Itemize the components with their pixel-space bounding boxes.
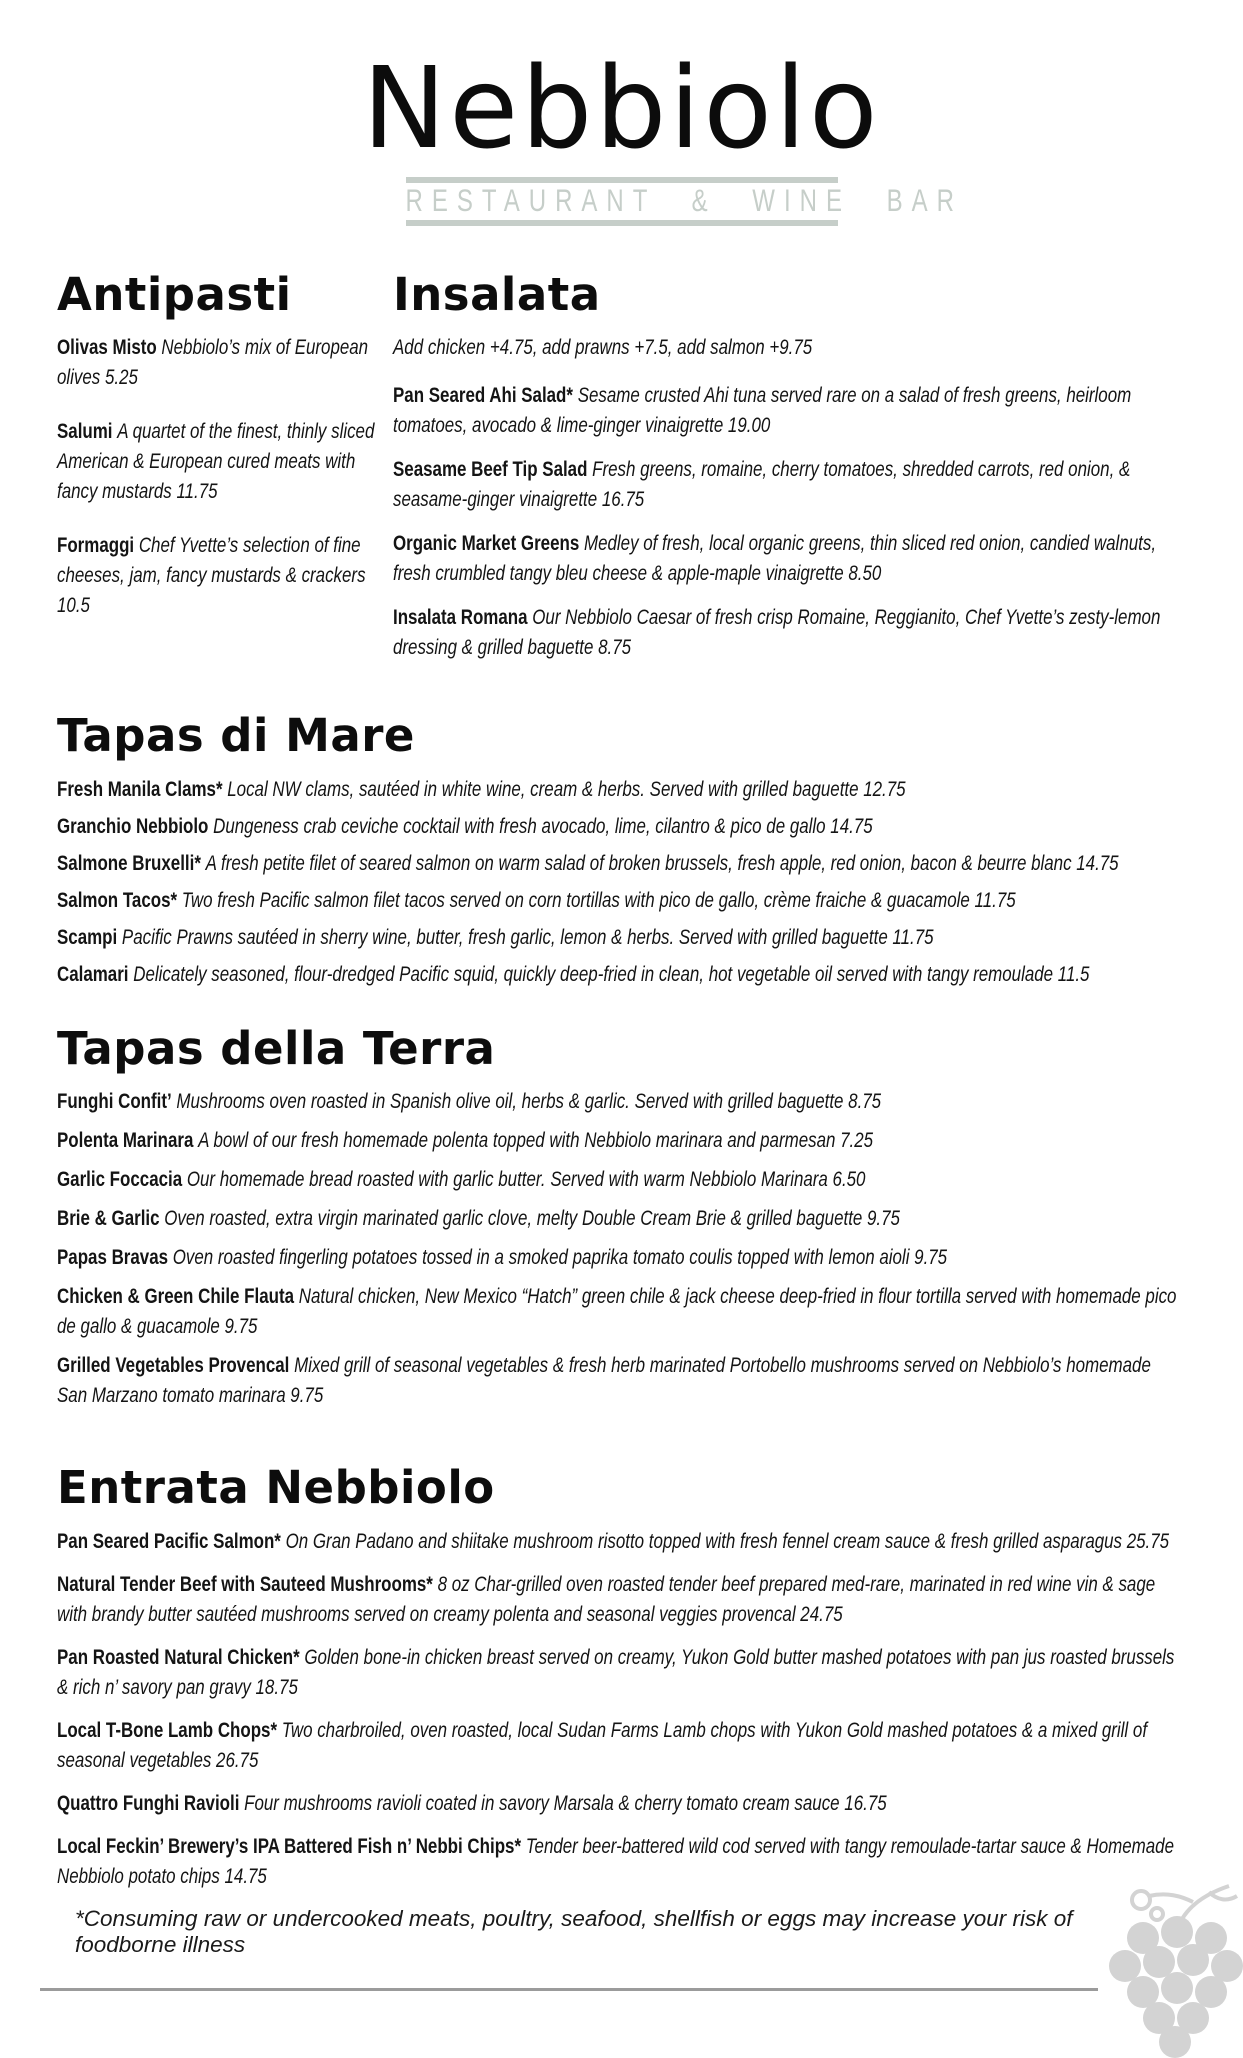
item-name: Quattro Funghi Ravioli: [57, 1791, 240, 1815]
item-name: Grilled Vegetables Provencal: [57, 1354, 290, 1378]
item-description: 8 oz Char-grilled oven roasted tender beef prepared med-rare, marinated in red wine vin & sage with brandy butter sautéed mushrooms served on creamy polenta and seasonal veggies provencal 24.75: [57, 1572, 1156, 1626]
section-title-tapas-della-terra: Tapas della Terra: [57, 1021, 496, 1075]
item-name: Calamari: [57, 962, 129, 986]
menu-item: [57, 849, 1185, 879]
menu-item: [57, 1126, 1185, 1156]
item-name: Brie & Garlic: [57, 1207, 160, 1231]
menu-header: [57, 44, 1186, 226]
item-name: Local T-Bone Lamb Chops*: [57, 1718, 278, 1742]
item-name: Chicken & Green Chile Flauta: [57, 1285, 295, 1309]
item-description: Chef Yvette’s selection of fine cheeses, jam, fancy mustards & crackers 10.5: [57, 534, 366, 618]
tapas-di-mare-items: [57, 775, 1185, 990]
item-name: Pan Roasted Natural Chicken*: [57, 1645, 300, 1669]
item-description: Our Nebbiolo Caesar of fresh crisp Romaine, Reggianito, Chef Yvette’s zesty-lemon dressing & grilled baguette 8.75: [393, 606, 1161, 660]
item-name: Granchio Nebbiolo: [57, 814, 209, 838]
item-description: A quartet of the finest, thinly sliced American & European cured meats with fancy mustards 11.75: [57, 420, 375, 504]
item-description: Fresh greens, romaine, cherry tomatoes, shredded carrots, red onion, & seasame-ginger vinaigrette 16.75: [393, 458, 1131, 512]
item-description: Oven roasted fingerling potatoes tossed in a smoked paprika tomato coulis topped with lemon aioli 9.75: [172, 1246, 948, 1270]
menu-item: [57, 531, 393, 621]
item-name: Natural Tender Beef with Sauteed Mushrooms*: [57, 1572, 433, 1596]
item-description: Nebbiolo’s mix of European olives 5.25: [57, 336, 369, 390]
item-name: Salmon Tacos*: [57, 888, 178, 912]
menu-item: [393, 603, 1186, 663]
item-name: Polenta Marinara: [57, 1129, 194, 1153]
item-name: Seasame Beef Tip Salad: [393, 458, 588, 482]
menu-item: [57, 1243, 1185, 1273]
menu-item: [57, 1643, 1185, 1703]
menu-item: [57, 1789, 1185, 1819]
antipasti-items: [57, 333, 393, 621]
item-description: Natural chicken, New Mexico “Hatch” green chile & jack cheese deep-fried in flour tortilla served with homemade pico de gallo & guacamole 9.75: [57, 1285, 1177, 1339]
item-name: Funghi Confit’: [57, 1090, 172, 1114]
item-name: Pan Seared Ahi Salad*: [393, 384, 573, 408]
restaurant-logo: Nebbiolo: [362, 44, 881, 174]
entrata-items: [57, 1527, 1185, 1892]
item-name: Organic Market Greens: [393, 532, 580, 556]
item-description: Two charbroiled, oven roasted, local Sudan Farms Lamb chops with Yukon Gold mashed potatoes & a mixed grill of seasonal vegetables 26.75: [57, 1718, 1148, 1772]
insalata-items: [393, 333, 1186, 663]
item-description: Tender beer-battered wild cod served with tangy remoulade-tartar sauce & Homemade Nebbiolo potato chips 14.75: [57, 1834, 1174, 1888]
section-insalata: [393, 267, 1186, 678]
menu-item: [57, 1832, 1185, 1892]
item-description: A bowl of our fresh homemade polenta topped with Nebbiolo marinara and parmesan 7.25: [198, 1129, 874, 1153]
item-description: On Gran Padano and shiitake mushroom risotto topped with fresh fennel cream sauce & fresh grilled asparagus 25.75: [285, 1529, 1170, 1553]
item-description: Mushrooms oven roasted in Spanish olive oil, herbs & garlic. Served with grilled baguette 8.75: [176, 1090, 882, 1114]
item-description: Dungeness crab ceviche cocktail with fresh avocado, lime, cilantro & pico de gallo 14.75: [213, 814, 873, 838]
insalata-note: Add chicken +4.75, add prawns +7.5, add salmon +9.75: [393, 336, 813, 360]
grapes-icon: [1089, 1876, 1243, 2058]
item-name: Scampi: [57, 925, 118, 949]
section-entrata-nebbiolo: [57, 1463, 1186, 1892]
item-description: A fresh petite filet of seared salmon on warm salad of broken brussels, fresh apple, red onion, bacon & beurre blanc 14.75: [205, 851, 1119, 875]
menu-item: [57, 1087, 1185, 1117]
item-name: Garlic Foccacia: [57, 1168, 183, 1192]
footer-divider: [40, 1988, 1098, 1991]
menu-item: [57, 1527, 1185, 1557]
menu-item: [393, 381, 1186, 441]
section-title-insalata: Insalata: [393, 267, 601, 321]
item-name: Olivas Misto: [57, 336, 157, 360]
item-description: Mixed grill of seasonal vegetables & fresh herb marinated Portobello mushrooms served on Nebbiolo’s homemade San Marzano tomato marinara 9.75: [57, 1354, 1151, 1408]
section-title-antipasti: Antipasti: [57, 267, 292, 321]
item-description: Oven roasted, extra virgin marinated garlic clove, melty Double Cream Brie & grilled baguette 9.75: [164, 1207, 900, 1231]
item-description: Sesame crusted Ahi tuna served rare on a salad of fresh greens, heirloom tomatoes, avocado & lime-ginger vinaigrette 19.00: [393, 384, 1132, 438]
item-description: Local NW clams, sautéed in white wine, cream & herbs. Served with grilled baguette 12.75: [227, 777, 906, 801]
section-antipasti: [57, 267, 393, 678]
section-tapas-della-terra: [57, 1021, 1186, 1412]
tapas-della-terra-items: [57, 1087, 1185, 1411]
item-description: Two fresh Pacific salmon filet tacos served on corn tortillas with pico de gallo, crème fraiche & guacamole 11.75: [181, 888, 1016, 912]
item-name: Salumi: [57, 420, 113, 444]
section-title-tapas-di-mare: Tapas di Mare: [57, 709, 415, 763]
item-description: Four mushrooms ravioli coated in savory Marsala & cherry tomato cream sauce 16.75: [244, 1791, 887, 1815]
section-title-entrata-nebbiolo: Entrata Nebbiolo: [57, 1461, 495, 1515]
item-name: Fresh Manila Clams*: [57, 777, 223, 801]
menu-item: [57, 886, 1185, 916]
menu-item: [57, 333, 393, 393]
item-name: Salmone Bruxelli*: [57, 851, 201, 875]
tagline-bar: [405, 177, 963, 226]
columns-block: [57, 267, 1186, 678]
menu-item: [57, 923, 1185, 953]
menu-item: [57, 1204, 1185, 1234]
menu-item: [57, 960, 1185, 990]
menu-item: [57, 417, 393, 507]
item-name: Formaggi: [57, 534, 135, 558]
tagline-text: RESTAURANT & WINE BAR: [405, 183, 963, 219]
menu-item: [57, 1716, 1185, 1776]
menu-item: [57, 1570, 1185, 1630]
item-description: Delicately seasoned, flour-dredged Pacific squid, quickly deep-fried in clean, hot vegetable oil served with tangy remoulade 11.5: [133, 962, 1090, 986]
item-name: Papas Bravas: [57, 1246, 169, 1270]
item-name: Local Feckin’ Brewery’s IPA Battered Fish n’ Nebbi Chips*: [57, 1834, 522, 1858]
menu-item: [57, 1165, 1185, 1195]
menu-item: [57, 775, 1185, 805]
menu-item: [57, 1282, 1185, 1342]
item-description: Pacific Prawns sautéed in sherry wine, butter, fresh garlic, lemon & herbs. Served with grilled baguette 11.75: [121, 925, 934, 949]
menu-item: [393, 529, 1186, 589]
item-description: Our homemade bread roasted with garlic butter. Served with warm Nebbiolo Marinara 6.50: [186, 1168, 866, 1192]
item-name: Pan Seared Pacific Salmon*: [57, 1529, 281, 1553]
item-description: Golden bone-in chicken breast served on creamy, Yukon Gold butter mashed potatoes with pan jus roasted brussels & rich n’ savory pan gravy 18.75: [57, 1645, 1175, 1699]
menu-item: [57, 812, 1185, 842]
section-tapas-di-mare: [57, 711, 1186, 990]
item-name: Insalata Romana: [393, 606, 528, 630]
menu-item: [393, 455, 1186, 515]
menu-item: [57, 1351, 1185, 1411]
disclaimer-text: *Consuming raw or undercooked meats, poultry, seafood, shellfish or eggs may increase your risk of foodborne illness: [75, 1906, 1073, 1957]
item-description: Medley of fresh, local organic greens, thin sliced red onion, candied walnuts, fresh crumbled tangy bleu cheese & apple-maple vinaigrette 8.50: [393, 532, 1157, 586]
